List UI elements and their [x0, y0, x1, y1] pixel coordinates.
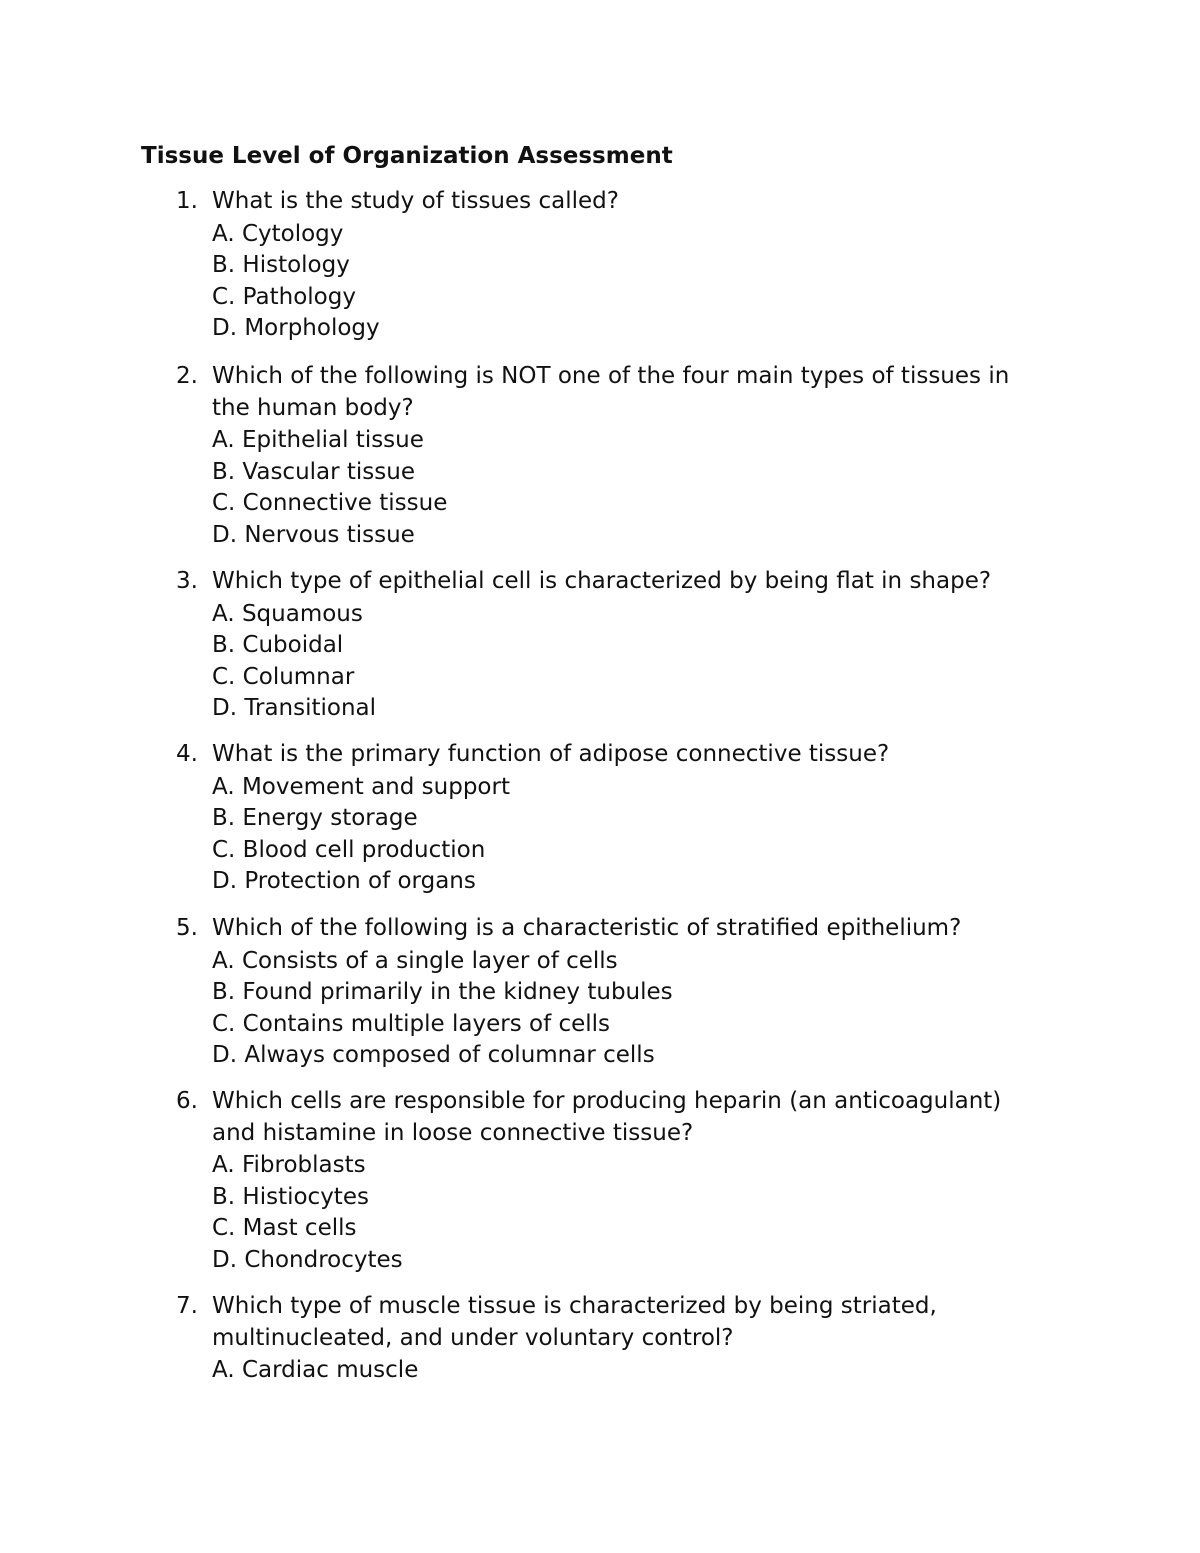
answer-option-b: B. Cuboidal: [212, 632, 344, 658]
question-text-line: Which of the following is a characteristic of stratified epithelium?: [212, 915, 962, 941]
question-1: [176, 186, 1076, 345]
question-text-line: Which type of muscle tissue is characterized by being striated,: [212, 1293, 937, 1319]
question-7: [176, 1291, 1076, 1387]
question-number: 5.: [176, 915, 198, 941]
answer-option-c: C. Mast cells: [212, 1215, 357, 1241]
answer-option-d: D. Chondrocytes: [212, 1246, 403, 1273]
question-number: 2.: [176, 363, 198, 389]
answer-option-c: C. Contains multiple layers of cells: [212, 1010, 611, 1037]
answer-option-d: D. Nervous tissue: [212, 521, 415, 548]
question-text-line: and histamine in loose connective tissue?: [212, 1119, 694, 1146]
document-title: Tissue Level of Organization Assessment: [141, 143, 673, 169]
answer-option-c: C. Connective tissue: [212, 490, 448, 516]
answer-option-c: C. Blood cell production: [212, 836, 486, 863]
question-text-line: What is the study of tissues called?: [212, 188, 619, 214]
question-6: [176, 1086, 1076, 1276]
answer-option-d: D. Morphology: [212, 315, 380, 341]
question-3: [176, 566, 1076, 725]
answer-option-c: C. Columnar: [212, 663, 355, 690]
question-text-line: Which type of epithelial cell is characterized by being flat in shape?: [212, 568, 992, 594]
question-text: [212, 186, 1076, 218]
question-text: [212, 739, 1076, 771]
answer-options: [212, 425, 1076, 551]
answer-options: [212, 1355, 1076, 1387]
question-text: [212, 1086, 1076, 1149]
question-2: [176, 361, 1076, 551]
answer-option-c: C. Pathology: [212, 283, 356, 310]
answer-option-a: A. Fibroblasts: [212, 1152, 366, 1178]
answer-option-b: B. Histology: [212, 252, 350, 278]
answer-option-a: A. Movement and support: [212, 773, 510, 800]
answer-options: [212, 219, 1076, 345]
answer-options: [212, 599, 1076, 725]
answer-option-b: B. Found primarily in the kidney tubules: [212, 979, 673, 1005]
answer-option-a: A. Epithelial tissue: [212, 427, 424, 453]
answer-option-d: D. Always composed of columnar cells: [212, 1042, 655, 1068]
question-text: [212, 361, 1076, 424]
question-4: [176, 739, 1076, 898]
question-text-line: the human body?: [212, 394, 414, 421]
question-text-line: multinucleated, and under voluntary control?: [212, 1324, 734, 1351]
answer-option-b: B. Energy storage: [212, 805, 418, 831]
question-5: [176, 913, 1076, 1072]
question-number: 1.: [176, 188, 198, 214]
question-text: [212, 566, 1076, 598]
answer-option-d: D. Protection of organs: [212, 868, 476, 894]
answer-option-b: B. Histiocytes: [212, 1183, 369, 1210]
answer-option-a: A. Consists of a single layer of cells: [212, 947, 618, 974]
answer-options: [212, 1150, 1076, 1276]
answer-option-a: A. Cardiac muscle: [212, 1357, 419, 1383]
answer-options: [212, 772, 1076, 898]
question-number: 7.: [176, 1293, 198, 1319]
question-text: [212, 1291, 1076, 1354]
question-number: 4.: [176, 741, 198, 767]
question-text-line: Which cells are responsible for producing heparin (an anticoagulant): [212, 1088, 1002, 1114]
question-number: 3.: [176, 568, 198, 594]
answer-option-a: A. Squamous: [212, 600, 363, 627]
question-text-line: Which of the following is NOT one of the four main types of tissues in: [212, 363, 1010, 389]
answer-option-a: A. Cytology: [212, 220, 344, 247]
question-number: 6.: [176, 1088, 198, 1114]
question-text: [212, 913, 1076, 945]
question-text-line: What is the primary function of adipose connective tissue?: [212, 741, 890, 767]
answer-option-b: B. Vascular tissue: [212, 458, 416, 485]
answer-options: [212, 946, 1076, 1072]
answer-option-d: D. Transitional: [212, 695, 377, 721]
